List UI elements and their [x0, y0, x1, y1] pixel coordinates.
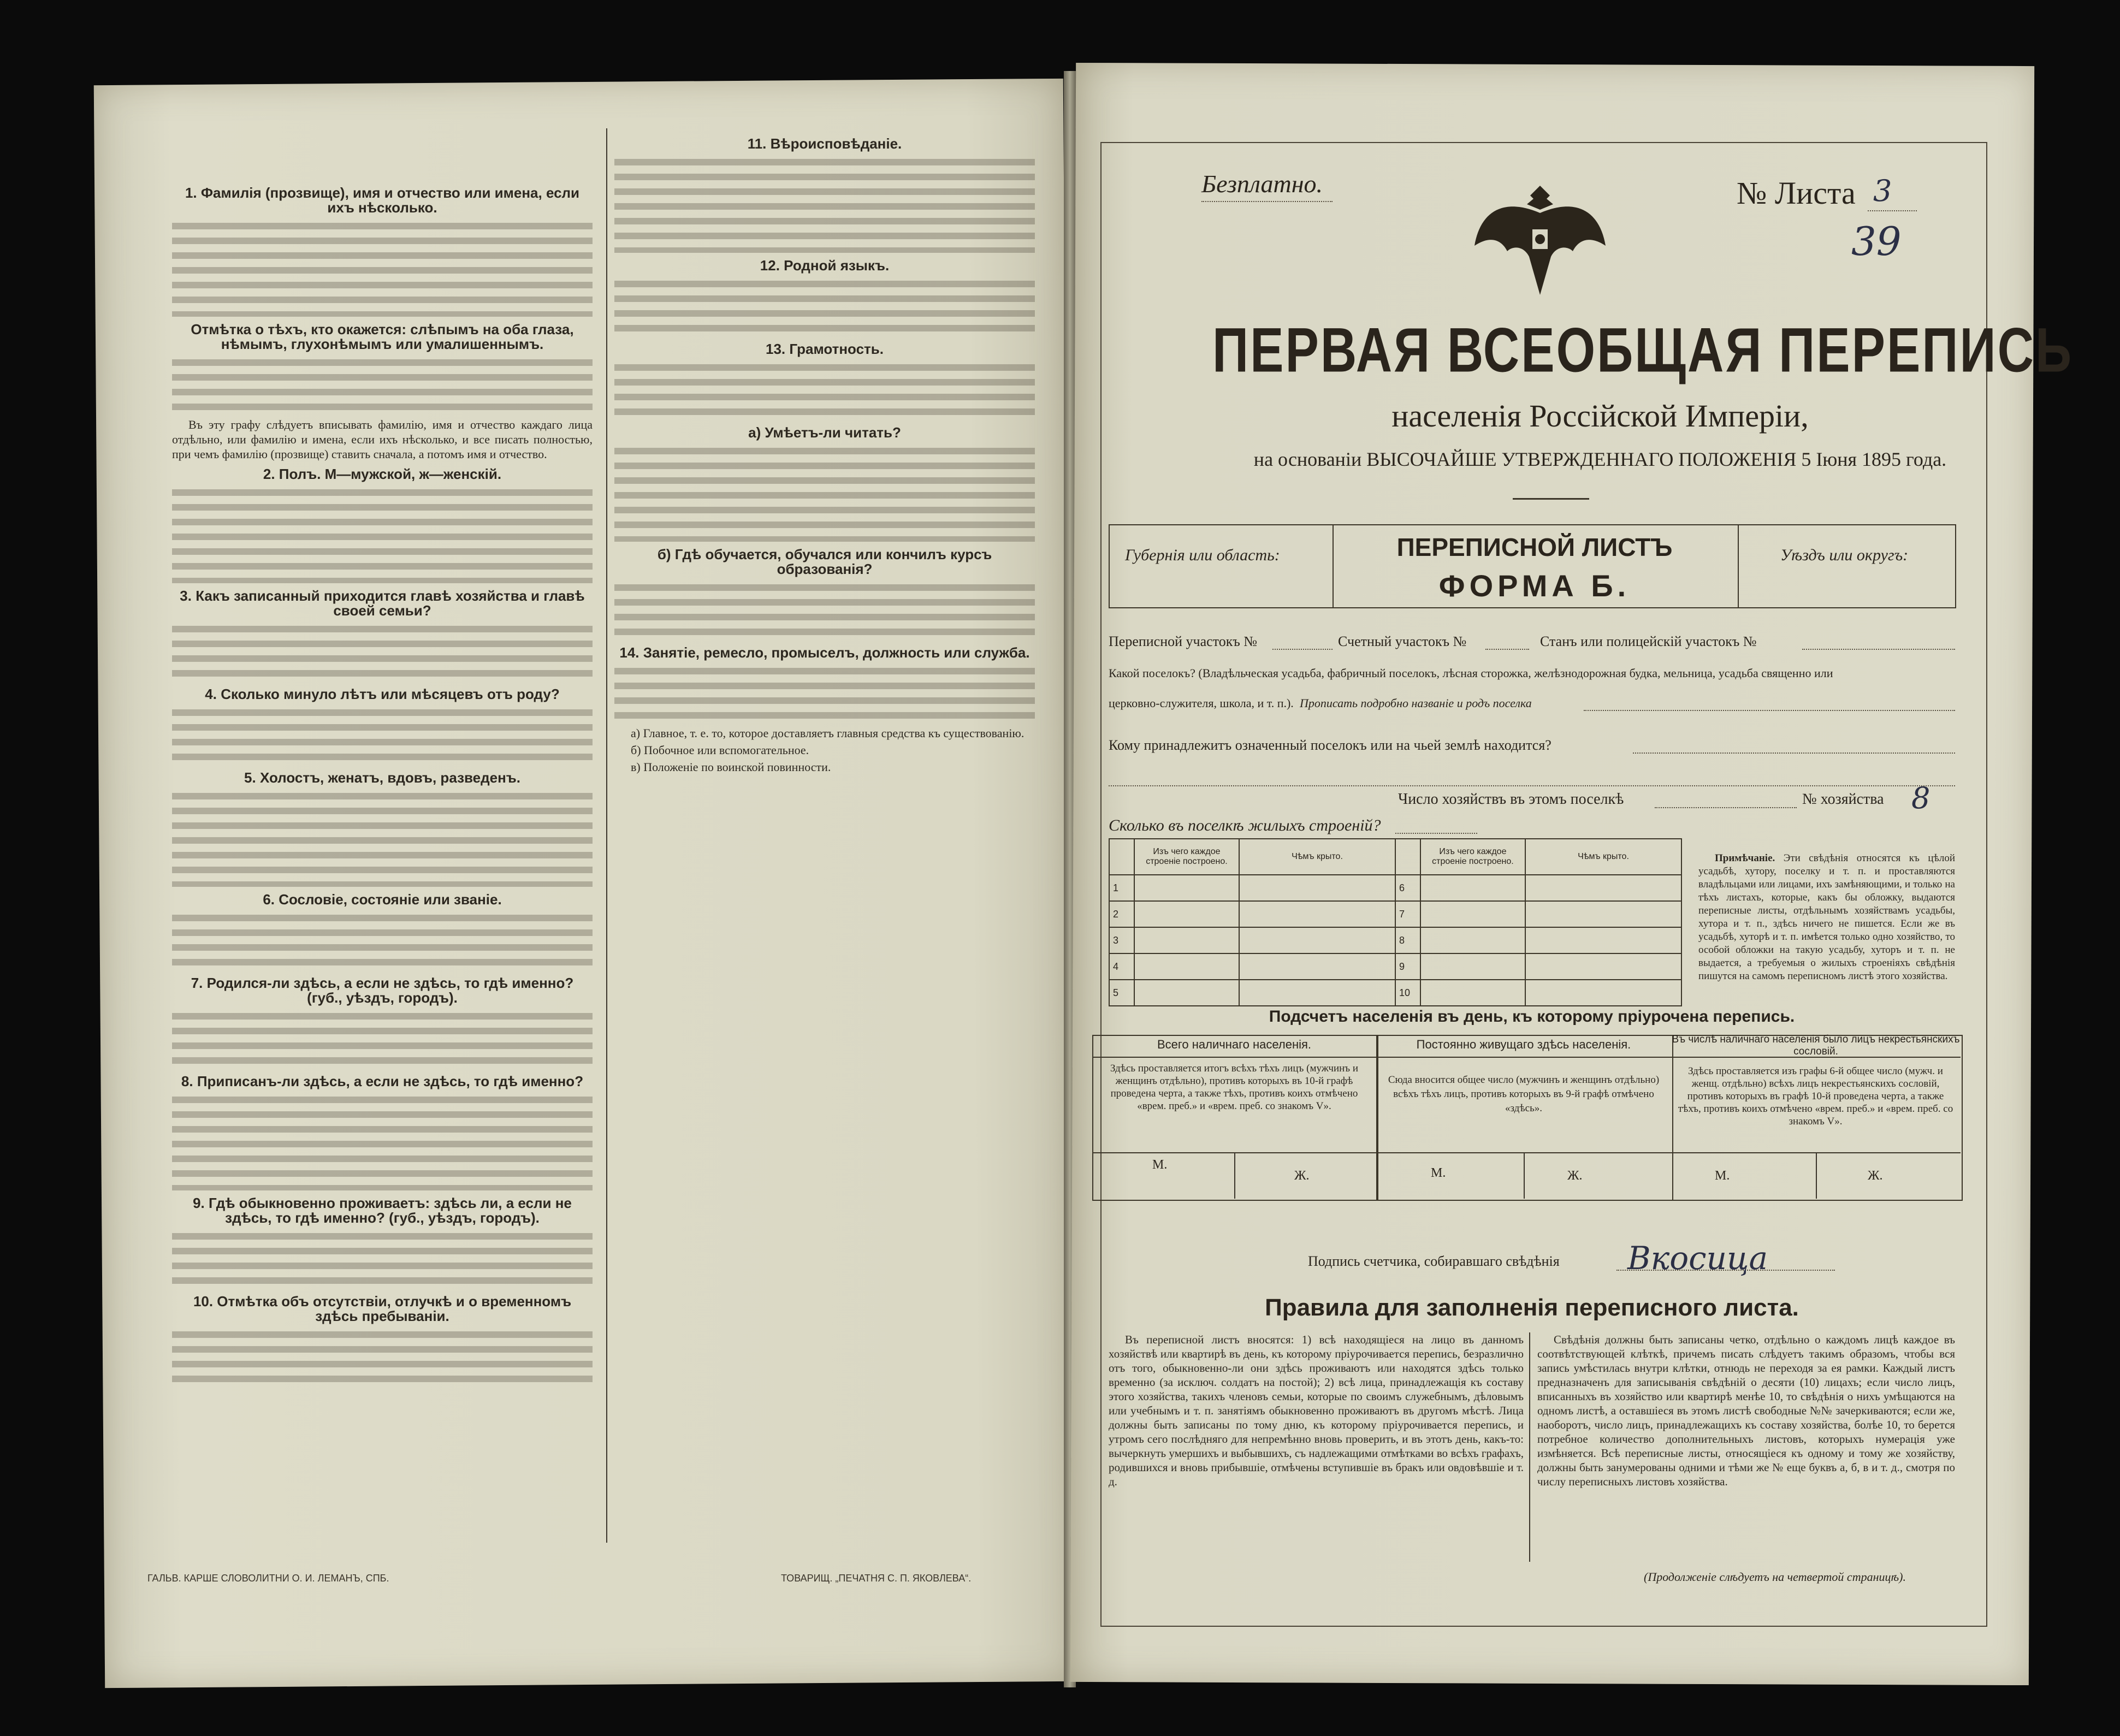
instruction-paragraph: в) Положеніе по воинской повинности.	[631, 760, 831, 774]
count-col-total: Всего наличнаго населенія.	[1157, 1038, 1312, 1051]
buildings-material-cell	[1134, 875, 1239, 901]
instruction-heading: 5. Холостъ, женатъ, вдовъ, разведенъ.	[244, 769, 520, 786]
line-enumeration-district: Переписной участокъ №	[1109, 633, 1258, 649]
buildings-material-cell	[1134, 980, 1239, 1006]
count-total-m: М.	[1152, 1158, 1168, 1172]
printer-credit-left: ГАЛЬВ. КАРШЕ СЛОВОЛИТНИ О. И. ЛЕМАНЪ, СПБ.	[147, 1573, 389, 1584]
mf-divider-3	[1816, 1152, 1817, 1199]
buildings-roof-cell-2	[1525, 980, 1681, 1006]
instruction-heading: 14. Занятіе, ремесло, промыселъ, должность или служба.	[619, 644, 1030, 661]
line-settlement-type: Какой поселокъ? (Владѣльческая усадьба, фабричный поселокъ, лѣсная сторожка, желѣзнодорожная будка, мельница, усадьба священно или	[1109, 666, 1833, 680]
count-text-resident	[1384, 1073, 1663, 1150]
buildings-table	[1109, 838, 1682, 1006]
instruction-heading: 6. Сословіе, состояніе или званіе.	[263, 891, 502, 908]
sheet-number-value: 3	[1873, 174, 1892, 208]
instructions-column-left	[172, 180, 593, 1584]
line-household-number: № хозяйства	[1802, 791, 1884, 808]
instruction-body-texture	[172, 1009, 593, 1069]
line-police-district: Станъ или полицейскій участокъ №	[1540, 633, 1757, 649]
title-rule	[1513, 498, 1589, 500]
line-settlement-name-hint: Прописать подробно названіе и родъ поселка	[1300, 696, 1532, 710]
instruction-body-texture	[172, 789, 593, 887]
instruction-body-texture	[614, 360, 1035, 420]
buildings-row-number: 2	[1109, 901, 1134, 927]
instruction-paragraph: Въ эту графу слѣдуетъ вписывать фамилію, имя и отчество каждаго лица отдѣльно, или фамилію и имена, если ихъ нѣсколько, и все писать полностью, при чемъ фамилію (прозвище) ставить сначала, а потомъ имя и отчество.	[172, 418, 593, 461]
instruction-body-texture	[614, 443, 1035, 542]
buildings-row-number: 3	[1109, 927, 1134, 953]
uezd-label: Уѣздъ или округъ:	[1780, 546, 1909, 564]
rules-right-column	[1537, 1332, 1955, 1567]
instruction-heading: 3. Какъ записанный приходится главѣ хозяйства и главѣ своей семьи?	[180, 588, 585, 619]
buildings-material-cell-2	[1420, 901, 1525, 927]
count-text-non-peasant	[1678, 1065, 1953, 1152]
line-households-count-field	[1655, 807, 1797, 808]
buildings-row-number: 5	[1109, 980, 1134, 1006]
buildings-material-cell	[1134, 927, 1239, 953]
instruction-heading: 4. Сколько минуло лѣтъ или мѣсяцевъ отъ роду?	[205, 686, 560, 702]
buildings-material-cell-2	[1420, 875, 1525, 901]
census-subtitle: населенія Россійской Имперіи,	[1391, 398, 1809, 434]
count-text-total	[1100, 1062, 1368, 1150]
buildings-material-cell	[1134, 901, 1239, 927]
instruction-body-texture	[614, 276, 1035, 336]
buildings-row-number-2: 10	[1395, 980, 1420, 1006]
instruction-paragraph: б) Побочное или вспомогательное.	[631, 743, 809, 757]
count-total-f: Ж.	[1294, 1169, 1310, 1183]
imperial-eagle-icon	[1469, 164, 1611, 306]
instruction-heading: 10. Отмѣтка объ отсутствіи, отлучкѣ и о временномъ здѣсь пребываніи.	[193, 1293, 572, 1324]
instruction-body-texture	[614, 155, 1035, 253]
line-police-district-field	[1802, 649, 1955, 650]
count-col-resident: Постоянно живущаго здѣсь населенія.	[1416, 1038, 1631, 1051]
buildings-row-number-2: 8	[1395, 927, 1420, 953]
instruction-body-texture	[172, 910, 593, 970]
instructions-column-right	[614, 131, 1035, 1584]
gubernia-label: Губернія или область:	[1125, 546, 1280, 564]
population-count-title: Подсчетъ населенія въ день, къ которому пріурочена перепись.	[1269, 1008, 1795, 1026]
mf-divider-2	[1524, 1152, 1525, 1199]
count-resident-m: М.	[1431, 1166, 1446, 1180]
instruction-body-texture	[172, 1092, 593, 1190]
rules-left-text: Въ переписной листъ вносятся: 1) всѣ находящіеся на лицо въ данномъ хозяйствѣ или квартирѣ въ день, къ которому пріурочивается перепись, безразлично отъ того, обыкновенно-ли они здѣсь проживаютъ или находятся здѣсь только временно (за исключ. солдатъ на постой); 2) всѣ лица, принадлежащія къ составу этого хозяйства, такихъ членовъ семьи, которые по своимъ служебнымъ, дѣловымъ или учебнымъ и т. п. занятіямъ обыкновенно проживаютъ въ другомъ мѣстѣ. Лица должны быть записаны по тому дню, къ которому пріурочивается перепись, и утромъ сего послѣдняго для непремѣнно вновь проверить, и въ этотъ день, какъ-то: вычеркнуть умершихъ и выбывшихъ, съ надлежащими отмѣтками во всѣхъ графахъ, родившихся и вновь прибывшіе, отмѣчены вступившіе въ бракъ или овдовѣвшіе и т. д.	[1109, 1333, 1524, 1488]
instruction-heading: 2. Полъ. М—мужской, ж—женскій.	[263, 466, 502, 482]
instruction-heading: а) Умѣетъ-ли читать?	[748, 424, 901, 441]
rules-right-text: Свѣдѣнія должны быть записаны четко, отдѣльно о каждомъ лицѣ каждое въ соотвѣтствующей клѣткѣ, причемъ писать слѣдуетъ такимъ образомъ, чтобы вся запись умѣстилась внутри клѣтки, отнюдь не переходя за ея рамки. Каждый листъ предназначенъ для записыванія свѣдѣній о десяти (10) лицахъ; если число лицъ, вписанныхъ въ хозяйство или квартирѣ менѣе 10, то свѣдѣнія о нихъ умѣщаются на одномъ листѣ, а оставшіеся въ этомъ листѣ свободные №№ зачеркиваются; если же, наоборотъ, число лицъ, принадлежащихъ къ составу хозяйства, болѣе 10, то берется потребное количество дополнительныхъ листовъ, которыхъ нумерація уже измѣняется. Всѣ переписные листы, относящіеся къ одному и тому же хозяйству, должны быть занумерованы одними и тѣми же № еще буквъ а, б, в и т. д., смотря по числу переписныхъ листовъ хозяйства.	[1537, 1333, 1955, 1488]
line-settlement-examples: церковно-служителя, школа, и т. п.).	[1109, 696, 1294, 710]
buildings-col-roof: Чѣмъ крыто.	[1239, 839, 1395, 875]
line-owner-field-2	[1109, 785, 1955, 786]
buildings-roof-cell	[1239, 953, 1395, 980]
count-resident-f: Ж.	[1567, 1169, 1583, 1183]
buildings-roof-cell	[1239, 875, 1395, 901]
instruction-body-texture	[172, 1327, 593, 1387]
buildings-row	[1109, 875, 1681, 901]
buildings-row-number-2: 9	[1395, 953, 1420, 980]
sheet-number-rule	[1868, 210, 1917, 211]
buildings-material-cell-2	[1420, 927, 1525, 953]
signature-label: Подпись счетчика, собиравшаго свѣдѣнія	[1308, 1253, 1560, 1269]
count-text-total-body: Здѣсь проставляется итогъ всѣхъ тѣхъ лицъ (мужчинъ и женщинъ отдѣльно), противъ которыхъ въ 10-й графѣ проведена черта, а также тѣхъ, противъ коихъ отмѣчено «врем. преб.» и «врем. преб. со знакомъ V».	[1110, 1063, 1359, 1112]
instruction-body-texture	[614, 580, 1035, 640]
instruction-body-texture	[172, 218, 593, 317]
instruction-paragraph: а) Главное, т. е. то, которое доставляетъ главныя средства къ существованію.	[631, 726, 1025, 740]
count-text-resident-body: Сюда вносится общее число (мужчинъ и женщинъ отдѣльно) всѣхъ тѣхъ лицъ, противъ которыхъ въ 9-й графѣ отмѣчено «здѣсь».	[1388, 1074, 1660, 1114]
buildings-roof-cell	[1239, 901, 1395, 927]
instruction-body-texture	[172, 705, 593, 765]
census-title: ПЕРВАЯ ВСЕОБЩАЯ ПЕРЕПИСЬ	[1212, 316, 2074, 386]
buildings-roof-cell-2	[1525, 901, 1681, 927]
buildings-col-material: Изъ чего каждое строеніе построено.	[1134, 839, 1239, 875]
form-title: ФОРМА Б.	[1438, 568, 1631, 603]
buildings-row	[1109, 953, 1681, 980]
instruction-heading: 9. Гдѣ обыкновенно проживаетъ: здѣсь ли, а если не здѣсь, то гдѣ именно? (губ., уѣздъ, городъ).	[193, 1195, 572, 1226]
buildings-row-number-2: 7	[1395, 901, 1420, 927]
buildings-row-number-2: 6	[1395, 875, 1420, 901]
mf-divider-1	[1234, 1152, 1235, 1199]
population-count-mf-rule	[1092, 1152, 1961, 1153]
instruction-body-texture	[172, 485, 593, 583]
rules-left-column	[1109, 1332, 1524, 1578]
line-owner-field	[1633, 753, 1955, 754]
count-nonpeasant-f: Ж.	[1868, 1169, 1883, 1183]
sheet-title: ПЕРЕПИСНОЙ ЛИСТЪ	[1396, 533, 1673, 561]
instruction-body-texture	[172, 621, 593, 682]
buildings-note	[1698, 852, 1955, 1021]
column-divider	[606, 128, 607, 1543]
instruction-heading: Отмѣтка о тѣхъ, кто окажется: слѣпымъ на оба глаза, нѣмымъ, глухонѣмымъ или умалишеннымъ.	[191, 321, 574, 352]
buildings-roof-cell-2	[1525, 953, 1681, 980]
buildings-row-number: 1	[1109, 875, 1134, 901]
buildings-roof-cell	[1239, 980, 1395, 1006]
sheet-number-label: № Листа	[1737, 175, 1856, 211]
line-counting-district: Счетный участокъ №	[1338, 633, 1467, 649]
instruction-heading: 7. Родился-ли здѣсь, а если не здѣсь, то гдѣ именно? (губ., уѣздъ, городъ).	[191, 975, 574, 1006]
uezd-box	[1737, 524, 1956, 608]
sheet-number-handwritten: 39	[1851, 218, 1902, 264]
household-number-handwritten: 8	[1911, 781, 1930, 815]
buildings-col-material-2: Изъ чего каждое строеніе построено.	[1420, 839, 1525, 875]
line-counting-district-field	[1485, 649, 1529, 650]
buildings-note-title: Примѣчаніе.	[1715, 852, 1775, 864]
instruction-heading: 13. Грамотность.	[766, 341, 884, 357]
buildings-row	[1109, 901, 1681, 927]
buildings-roof-cell-2	[1525, 927, 1681, 953]
buildings-material-cell-2	[1420, 980, 1525, 1006]
instruction-heading: 11. Вѣроисповѣданіе.	[747, 135, 902, 152]
printer-credit-right: ТОВАРИЩ. „ПЕЧАТНЯ С. П. ЯКОВЛЕВА“.	[781, 1573, 972, 1584]
instruction-heading: 8. Приписанъ-ли здѣсь, а если не здѣсь, то гдѣ именно?	[181, 1073, 584, 1089]
instruction-body-texture	[172, 355, 593, 415]
line-owner: Кому принадлежитъ означенный поселокъ или на чьей землѣ находится?	[1109, 737, 1551, 753]
line-settlement-name-field	[1584, 710, 1955, 711]
line-buildings-count: Сколько въ поселкѣ жилыхъ строеній?	[1109, 816, 1381, 834]
buildings-roof-cell-2	[1525, 875, 1681, 901]
census-basis: на основаніи ВЫСОЧАЙШЕ УТВЕРЖДЕННАГО ПОЛОЖЕНІЯ 5 Іюня 1895 года.	[1253, 448, 1947, 470]
buildings-roof-cell	[1239, 927, 1395, 953]
count-text-non-peasant-body: Здѣсь проставляется изъ графы 6-й общее число (мужч. и женщ. отдѣльно) всѣхъ лицъ некрестьянскихъ сословій, противъ которыхъ въ графѣ 10-й проведена черта, а также тѣхъ, противъ коихъ отмѣчено «врем. преб.» и «врем. преб. со знакомъ V».	[1678, 1065, 1953, 1127]
rules-continued: (Продолженіе слѣдуетъ на четвертой страницѣ).	[1644, 1570, 1906, 1584]
gubernia-box	[1109, 524, 1334, 608]
count-col-non-peasant: Въ числѣ наличнаго населенія было лицъ некрестьянскихъ сословій.	[1672, 1034, 1960, 1057]
buildings-material-cell	[1134, 953, 1239, 980]
buildings-col-roof-2: Чѣмъ крыто.	[1525, 839, 1681, 875]
signature-handwritten: Вкосица	[1627, 1240, 1768, 1277]
buildings-note-text: Эти свѣдѣнія относятся къ цѣлой усадьбѣ, хутору, поселку и т. п. и проставляются владѣльцами или лицами, ихъ замѣняющими, и только на тѣхъ листахъ, которые, какъ бы обложку, выдаются переписные листы, отдѣльнымъ хозяйствамъ усадьбы, хутора и т. п., здѣсь ничего не пишется. Если же въ усадьбѣ, хуторѣ и т. п. имѣется только одно хозяйство, то особой обложки на такую усадьбу, хуторъ и т. п. не выдается, а требуемыя о жилыхъ строеніяхъ свѣдѣнія пишутся на самомъ переписномъ листѣ этого хозяйства.	[1698, 852, 1955, 982]
buildings-row	[1109, 980, 1681, 1006]
rules-column-divider	[1529, 1332, 1530, 1562]
count-nonpeasant-m: М.	[1715, 1169, 1730, 1183]
line-buildings-count-field	[1395, 833, 1477, 834]
buildings-row	[1109, 927, 1681, 953]
buildings-row-number: 4	[1109, 953, 1134, 980]
instruction-body-texture	[172, 1229, 593, 1289]
rules-title: Правила для заполненія переписного листа.	[1265, 1294, 1799, 1321]
instruction-body-texture	[614, 663, 1035, 724]
instruction-heading: 1. Фамилія (прозвище), имя и отчество или имена, если ихъ нѣсколько.	[185, 185, 580, 216]
free-label: Безплатно.	[1201, 170, 1323, 198]
buildings-material-cell-2	[1420, 953, 1525, 980]
instruction-heading: 12. Родной языкъ.	[760, 257, 890, 274]
instruction-heading: б) Гдѣ обучается, обучался или кончилъ курсъ образованія?	[657, 546, 992, 577]
line-enumeration-district-field	[1272, 649, 1333, 650]
free-label-rule	[1201, 201, 1333, 202]
line-households-count: Число хозяйствъ въ этомъ поселкѣ	[1398, 791, 1624, 808]
